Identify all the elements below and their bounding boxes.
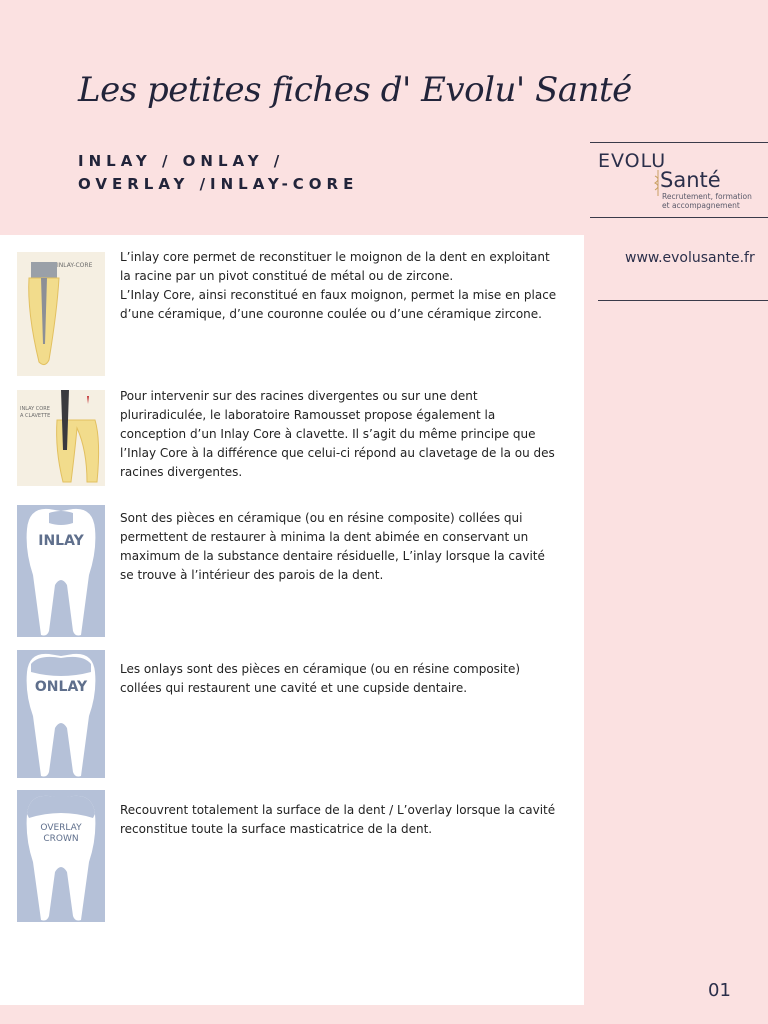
website-rule [598, 300, 768, 301]
subtitle-line-2: OVERLAY /INLAY-CORE [78, 175, 359, 193]
overlay-image-label-1: OVERLAY [40, 823, 82, 833]
page-subtitle [78, 150, 358, 196]
inlay-core-description [120, 248, 562, 324]
overlay-description: Recouvrent totalement la surface de la dent / L’overlay lorsque la cavité reconstitue toute la surface masticatrice de la dent. [120, 803, 556, 836]
inlay-core-image-label: INLAY-CORE [57, 262, 93, 269]
inlay-core-text-1: L’inlay core permet de reconstituer le moignon de la dent en exploitant la racine par un pivot constitué de métal ou de zircone. [120, 250, 550, 283]
logo-bottom-rule [590, 217, 768, 218]
inlay-illustration [17, 505, 105, 637]
clavette-image-label-1: INLAY CORE [20, 406, 50, 412]
inlay-core-illustration [17, 252, 105, 376]
overlay-image-label-2: CROWN [43, 834, 79, 844]
clavette-image-label-2: A CLAVETTE [20, 413, 51, 419]
logo-top-rule [590, 142, 768, 143]
inlay-core-clavette-description: Pour intervenir sur des racines divergentes ou sur une dent pluriradiculée, le laboratoire Ramousset propose également la conception d’un Inlay Core à clavette. Il s’agit du même principe que l’Inlay Core à la différence que celui-ci répond au clavetage de la ou des racines divergentes. [120, 389, 555, 479]
onlay-illustration [17, 650, 105, 778]
website-link[interactable]: www.evolusante.fr [625, 250, 755, 266]
inlay-image-label: INLAY [38, 533, 84, 549]
subtitle-line-1: INLAY / ONLAY / [78, 152, 285, 170]
overlay-crown-illustration [17, 790, 105, 922]
inlay-description: Sont des pièces en céramique (ou en résine composite) collées qui permettent de restaurer à minima la dent abimée en conservant un maximum de la substance dentaire résiduelle, L’inlay lorsque la cavité se trouve à l’intérieur des parois de la dent. [120, 511, 545, 582]
onlay-image-label: ONLAY [34, 679, 88, 695]
inlay-core-clavette-illustration [17, 390, 105, 486]
evolu-sante-logo [598, 150, 768, 212]
logo-brand-bottom: Santé [660, 168, 721, 192]
onlay-description: Les onlays sont des pièces en céramique (ou en résine composite) collées qui restaurent une cavité et une cupside dentaire. [120, 662, 521, 695]
page-title: Les petites fiches d' Evolu' Santé [78, 70, 632, 110]
inlay-core-text-2: L’Inlay Core, ainsi reconstitué en faux moignon, permet la mise en place d’une céramique, d’une couronne coulée ou d’une céramique zircone. [120, 288, 557, 321]
logo-tagline-line-2: et accompagnement [662, 201, 740, 210]
logo-brand-top: EVOLU [598, 150, 667, 172]
logo-tagline-line-1: Recrutement, formation [662, 192, 752, 201]
logo-tagline [662, 192, 768, 210]
page-number: 01 [708, 980, 731, 1001]
